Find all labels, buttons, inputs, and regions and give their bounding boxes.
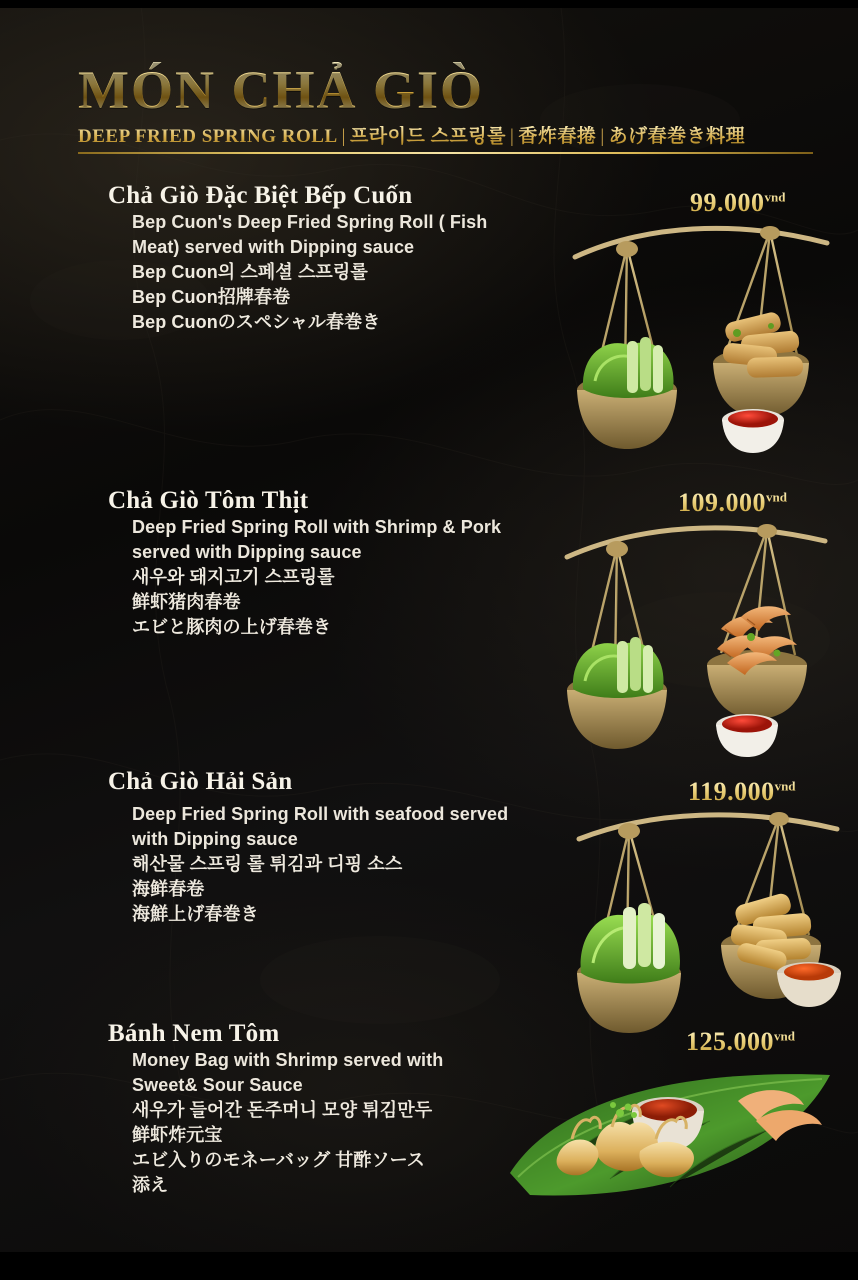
subtitle-chinese: 香炸春捲 — [518, 125, 597, 147]
menu-item-1-desc-en-line2: Meat) served with Dipping sauce — [132, 236, 415, 257]
menu-item-2-desc-ko: 새우와 돼지고기 스프링롤 — [132, 566, 335, 587]
menu-item-4-price-currency: vnd — [774, 1028, 795, 1044]
menu-item-1-name: Chả Giò Đặc Biệt Bếp Cuốn — [108, 182, 413, 209]
menu-item-3-description — [132, 804, 602, 926]
subtitle-separator-2: | — [510, 125, 515, 147]
menu-item-4-price-value: 125.000 — [686, 1027, 774, 1056]
subtitle-separator-1: | — [341, 125, 346, 147]
menu-item-4-desc-ja-line1: エビ入りのモネーバッグ 甘酢ソース — [132, 1149, 425, 1170]
header-divider — [78, 152, 813, 154]
bottom-letterbox-bar — [0, 1252, 858, 1280]
menu-item-2-name: Chả Giò Tôm Thịt — [108, 487, 309, 514]
menu-item-4-name: Bánh Nem Tôm — [108, 1020, 280, 1047]
menu-item-2-desc-en-line1: Deep Fried Spring Roll with Shrimp & Pork — [132, 517, 502, 537]
menu-item-4-price — [686, 1027, 795, 1057]
subtitle-separator-3: | — [600, 125, 605, 147]
menu-item-4-desc-ja-line2: 添え — [132, 1174, 169, 1195]
menu-item-3-price-currency: vnd — [774, 778, 796, 794]
menu-item-1-price-value: 99.000 — [690, 188, 765, 217]
page-title: MÓN CHẢ GIÒ — [78, 62, 818, 119]
menu-item-3-name: Chả Giò Hải Sản — [108, 768, 293, 795]
menu-item-1-desc-ja: Bep Cuonのスペシャル春巻き — [132, 311, 381, 332]
menu-item-4-desc-en-line1: Money Bag with Shrimp served with — [132, 1050, 444, 1070]
menu-item-1-desc-zh: Bep Cuon招牌春卷 — [132, 286, 291, 307]
subtitle-english: DEEP FRIED SPRING ROLL — [78, 125, 338, 147]
menu-item-2-price-currency: vnd — [766, 489, 787, 505]
menu-item-2-desc-zh: 鲜虾猪肉春卷 — [132, 591, 241, 612]
menu-item-3-desc-en-line1: Deep Fried Spring Roll with seafood served — [132, 804, 509, 824]
menu-item-1 — [108, 182, 628, 337]
spring-roll-basket-photo — [565, 205, 845, 475]
menu-item-4-desc-en-line2: Sweet& Sour Sauce — [132, 1074, 303, 1095]
menu-item-2-desc-en-line2: served with Dipping sauce — [132, 541, 362, 562]
seafood-spring-roll-basket-photo — [565, 795, 855, 1045]
menu-item-1-description — [132, 212, 602, 334]
subtitle-japanese: あげ春巻き料理 — [608, 125, 746, 147]
menu-item-4-desc-zh: 鲜虾炸元宝 — [132, 1124, 223, 1145]
menu-item-3-desc-ja: 海鮮上げ春巻き — [132, 903, 259, 924]
menu-item-1-desc-en-line1: Bep Cuon's Deep Fried Spring Roll ( Fish — [132, 212, 488, 232]
menu-item-2-desc-ja: エビと豚肉の上げ春巻き — [132, 616, 332, 637]
shrimp-pork-spring-roll-basket-photo — [555, 505, 845, 775]
menu-item-3-desc-zh: 海鲜春卷 — [132, 878, 205, 899]
page-subtitle — [78, 125, 818, 149]
menu-item-1-price-currency: vnd — [764, 189, 786, 205]
menu-item-3-desc-ko: 해산물 스프링 롤 튀김과 디핑 소스 — [132, 853, 403, 874]
subtitle-korean: 프라이드 스프링롤 — [349, 125, 507, 147]
menu-item-2-description — [132, 517, 602, 639]
menu-item-2-price-value: 109.000 — [678, 488, 766, 517]
menu-item-4-desc-ko: 새우가 들어간 돈주머니 모양 튀김만두 — [132, 1099, 433, 1120]
menu-item-1-desc-ko: Bep Cuon의 스페셜 스프링롤 — [132, 261, 368, 282]
money-bag-shrimp-platter-photo — [500, 1055, 850, 1215]
menu-item-3 — [108, 768, 628, 929]
menu-item-2 — [108, 487, 628, 642]
menu-item-3-desc-en-line2: with Dipping sauce — [132, 828, 298, 849]
menu-item-3-price-value: 119.000 — [688, 777, 775, 806]
top-letterbox-bar — [0, 0, 858, 8]
menu-header — [78, 62, 818, 154]
